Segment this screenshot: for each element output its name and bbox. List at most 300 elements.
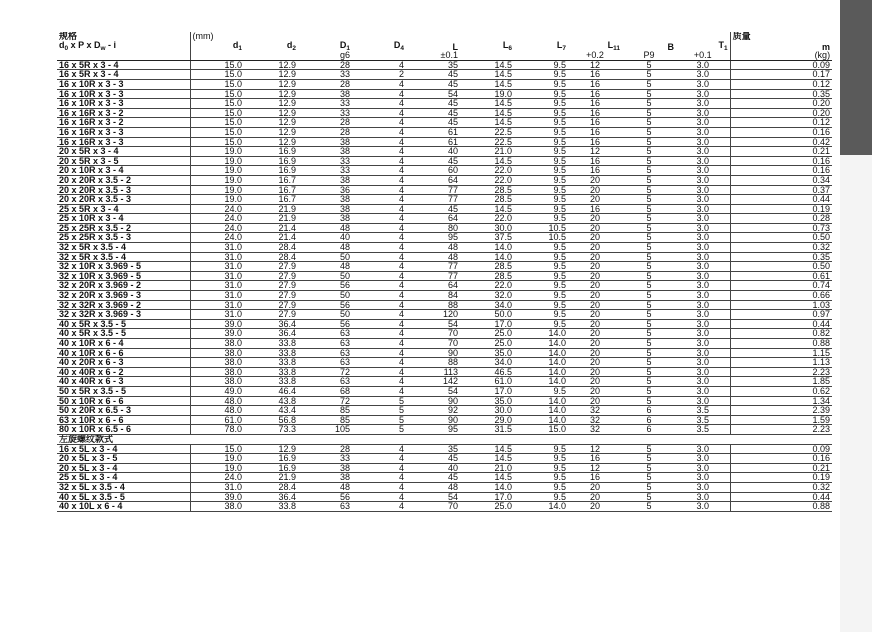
cell-value: 0.16: [730, 166, 832, 176]
cell-value: 14.5: [460, 473, 514, 483]
cell-value: 5: [622, 358, 676, 368]
row-spec: 50 x 20R x 6.5 - 3: [57, 406, 190, 416]
cell-value: 36.4: [244, 319, 298, 329]
cell-value: 90: [406, 396, 460, 406]
row-spec: 40 x 10L x 6 - 4: [57, 502, 190, 512]
cell-value: 4: [352, 233, 406, 243]
cell-value: 2.39: [730, 406, 832, 416]
cell-value: 31.0: [190, 300, 244, 310]
cell-value: 20: [568, 310, 622, 320]
cell-value: 64: [406, 281, 460, 291]
cell-value: 20: [568, 271, 622, 281]
cell-value: 19.0: [190, 147, 244, 157]
cell-value: 70: [406, 329, 460, 339]
cell-value: 38.0: [190, 502, 244, 512]
cell-value: 5: [622, 262, 676, 272]
cell-value: 50: [298, 252, 352, 262]
cell-value: 45: [406, 156, 460, 166]
cell-value: 38.0: [190, 358, 244, 368]
cell-value: 3.0: [676, 377, 730, 387]
cell-value: 4: [352, 204, 406, 214]
cell-value: 0.19: [730, 473, 832, 483]
cell-value: 37.5: [460, 233, 514, 243]
cell-value: 48: [298, 223, 352, 233]
row-spec: 80 x 10R x 6.5 - 6: [57, 425, 190, 435]
cell-value: 33.8: [244, 339, 298, 349]
row-spec: 32 x 20R x 3.969 - 3: [57, 291, 190, 301]
cell-value: 16: [568, 108, 622, 118]
cell-value: 14.5: [460, 70, 514, 80]
cell-value: 27.9: [244, 262, 298, 272]
cell-value: 45: [406, 99, 460, 109]
row-spec: 20 x 20R x 3.5 - 2: [57, 175, 190, 185]
cell-value: 0.35: [730, 252, 832, 262]
col-unit-4: [352, 51, 406, 60]
cell-value: 77: [406, 262, 460, 272]
table-row: [57, 310, 832, 320]
cell-value: 28: [298, 79, 352, 89]
cell-value: 27.9: [244, 300, 298, 310]
cell-value: 0.73: [730, 223, 832, 233]
row-spec: 16 x 5R x 3 - 4: [57, 60, 190, 70]
cell-value: 3.0: [676, 166, 730, 176]
cell-value: 21.0: [460, 463, 514, 473]
cell-value: 15.0: [190, 444, 244, 454]
cell-value: 16.9: [244, 454, 298, 464]
cell-value: 4: [352, 156, 406, 166]
cell-value: 31.0: [190, 243, 244, 253]
cell-value: 0.21: [730, 147, 832, 157]
header-row-symbols: [57, 41, 832, 52]
table-row: [57, 243, 832, 253]
cell-value: 5: [622, 89, 676, 99]
cell-value: 38.0: [190, 377, 244, 387]
cell-value: 0.35: [730, 89, 832, 99]
cell-value: 20: [568, 482, 622, 492]
cell-value: 20: [568, 377, 622, 387]
cell-value: 5: [622, 147, 676, 157]
cell-value: 5: [622, 127, 676, 137]
cell-value: 3.0: [676, 310, 730, 320]
cell-value: 5: [622, 166, 676, 176]
cell-value: 14.0: [514, 377, 568, 387]
cell-value: 5: [622, 386, 676, 396]
cell-value: 24.0: [190, 473, 244, 483]
cell-value: 1.85: [730, 377, 832, 387]
cell-value: 54: [406, 319, 460, 329]
cell-value: 46.5: [460, 367, 514, 377]
cell-value: 54: [406, 386, 460, 396]
cell-value: 61: [406, 127, 460, 137]
cell-value: 0.34: [730, 175, 832, 185]
cell-value: 3.0: [676, 214, 730, 224]
cell-value: 12: [568, 463, 622, 473]
cell-value: 45: [406, 473, 460, 483]
cell-value: 27.9: [244, 281, 298, 291]
cell-value: 14.5: [460, 444, 514, 454]
row-spec: 32 x 10R x 3.969 - 5: [57, 262, 190, 272]
table-row: [57, 281, 832, 291]
cell-value: 5: [352, 415, 406, 425]
cell-value: 38: [298, 204, 352, 214]
cell-value: 95: [406, 425, 460, 435]
table-row: [57, 492, 832, 502]
cell-value: 12.9: [244, 108, 298, 118]
cell-value: 3.0: [676, 473, 730, 483]
cell-value: 63: [298, 348, 352, 358]
col-symbol-0: $d_0$ x P x $D_w$ - i: [59, 40, 117, 52]
cell-value: 3.0: [676, 89, 730, 99]
cell-value: 12.9: [244, 118, 298, 128]
cell-value: 0.16: [730, 127, 832, 137]
cell-value: 4: [352, 147, 406, 157]
cell-value: 5: [622, 291, 676, 301]
cell-value: 70: [406, 339, 460, 349]
table-row: [57, 463, 832, 473]
cell-value: 0.37: [730, 185, 832, 195]
row-spec: 16 x 5R x 3 - 4: [57, 70, 190, 80]
cell-value: 0.97: [730, 310, 832, 320]
cell-value: 14.0: [514, 348, 568, 358]
cell-value: 5: [352, 396, 406, 406]
cell-value: 28.5: [460, 195, 514, 205]
cell-value: 5: [622, 108, 676, 118]
table-row: [57, 118, 832, 128]
cell-value: 3.0: [676, 195, 730, 205]
cell-value: 16: [568, 99, 622, 109]
cell-value: 3.0: [676, 185, 730, 195]
cell-value: 16.9: [244, 156, 298, 166]
cell-value: 9.5: [514, 214, 568, 224]
table-row: [57, 108, 832, 118]
cell-value: 0.21: [730, 463, 832, 473]
cell-value: 31.0: [190, 281, 244, 291]
cell-value: 31.0: [190, 482, 244, 492]
cell-value: 6: [622, 406, 676, 416]
cell-value: 4: [352, 329, 406, 339]
cell-value: 3.0: [676, 482, 730, 492]
cell-value: 5: [622, 310, 676, 320]
cell-value: 38: [298, 147, 352, 157]
scrollbar-thumb[interactable]: [840, 0, 872, 155]
cell-value: 12: [568, 444, 622, 454]
table-row: [57, 358, 832, 368]
cell-value: 3.0: [676, 444, 730, 454]
cell-value: 14.0: [514, 396, 568, 406]
cell-value: 4: [352, 348, 406, 358]
unit-mm: (mm): [190, 32, 730, 41]
cell-value: 29.0: [460, 415, 514, 425]
cell-value: 3.0: [676, 271, 730, 281]
row-spec: 32 x 32R x 3.969 - 3: [57, 310, 190, 320]
cell-value: 0.88: [730, 502, 832, 512]
cell-value: 5: [622, 223, 676, 233]
cell-value: 5: [622, 473, 676, 483]
cell-value: 45: [406, 70, 460, 80]
cell-value: 73.3: [244, 425, 298, 435]
cell-value: 9.5: [514, 492, 568, 502]
cell-value: 16: [568, 70, 622, 80]
table-row: [57, 127, 832, 137]
cell-value: 2.23: [730, 425, 832, 435]
cell-value: 12.9: [244, 444, 298, 454]
cell-value: 16.7: [244, 185, 298, 195]
cell-value: 31.0: [190, 271, 244, 281]
cell-value: 4: [352, 195, 406, 205]
table-row: [57, 425, 832, 435]
cell-value: 6: [622, 415, 676, 425]
cell-value: 14.5: [460, 204, 514, 214]
cell-value: 33.8: [244, 367, 298, 377]
cell-value: 3.0: [676, 175, 730, 185]
cell-value: 16: [568, 118, 622, 128]
cell-value: 38: [298, 175, 352, 185]
cell-value: 31.0: [190, 291, 244, 301]
table-row: [57, 339, 832, 349]
cell-value: 20: [568, 262, 622, 272]
cell-value: 20: [568, 300, 622, 310]
cell-value: 3.5: [676, 415, 730, 425]
cell-value: 48: [406, 252, 460, 262]
table-row: [57, 406, 832, 416]
cell-value: 4: [352, 185, 406, 195]
cell-value: 14.5: [460, 60, 514, 70]
cell-value: 3.0: [676, 281, 730, 291]
cell-value: 34.0: [460, 358, 514, 368]
table-row: [57, 291, 832, 301]
cell-value: 48: [298, 262, 352, 272]
col-symbol-8: $L_{11}$: [607, 40, 620, 52]
row-spec: 32 x 10R x 3.969 - 5: [57, 271, 190, 281]
cell-value: 14.0: [514, 415, 568, 425]
cell-value: 5: [622, 252, 676, 262]
cell-value: 3.0: [676, 233, 730, 243]
cell-value: 113: [406, 367, 460, 377]
cell-value: 38: [298, 463, 352, 473]
cell-value: 3.0: [676, 223, 730, 233]
cell-value: 20: [568, 214, 622, 224]
cell-value: 4: [352, 118, 406, 128]
row-spec: 40 x 40R x 6 - 3: [57, 377, 190, 387]
cell-value: 14.5: [460, 99, 514, 109]
cell-value: 0.66: [730, 291, 832, 301]
cell-value: 19.0: [190, 454, 244, 464]
cell-value: 20: [568, 348, 622, 358]
cell-value: 4: [352, 367, 406, 377]
cell-value: 20: [568, 243, 622, 253]
col-unit-7: [514, 51, 568, 60]
cell-value: 9.5: [514, 463, 568, 473]
cell-value: 21.9: [244, 204, 298, 214]
cell-value: 3.0: [676, 502, 730, 512]
cell-value: 12.9: [244, 70, 298, 80]
cell-value: 25.0: [460, 339, 514, 349]
cell-value: 56: [298, 492, 352, 502]
cell-value: 0.44: [730, 195, 832, 205]
cell-value: 5: [622, 329, 676, 339]
cell-value: 20: [568, 396, 622, 406]
cell-value: 28.4: [244, 252, 298, 262]
cell-value: 30.0: [460, 406, 514, 416]
cell-value: 33.8: [244, 348, 298, 358]
cell-value: 38: [298, 473, 352, 483]
cell-value: 16: [568, 137, 622, 147]
cell-value: 14.0: [514, 358, 568, 368]
col-symbol-10: $T_1$: [718, 40, 728, 52]
cell-value: 45: [406, 108, 460, 118]
cell-value: 3.5: [676, 425, 730, 435]
cell-value: 3.0: [676, 79, 730, 89]
cell-value: 17.0: [460, 492, 514, 502]
cell-value: 4: [352, 454, 406, 464]
cell-value: 5: [622, 79, 676, 89]
cell-value: 90: [406, 415, 460, 425]
cell-value: 9.5: [514, 156, 568, 166]
cell-value: 20: [568, 329, 622, 339]
cell-value: 17.0: [460, 319, 514, 329]
cell-value: 3.0: [676, 118, 730, 128]
cell-value: 28: [298, 127, 352, 137]
cell-value: 6: [622, 425, 676, 435]
cell-value: 16: [568, 166, 622, 176]
cell-value: 0.20: [730, 108, 832, 118]
cell-value: 77: [406, 271, 460, 281]
cell-value: 32: [568, 415, 622, 425]
row-spec: 40 x 40R x 6 - 2: [57, 367, 190, 377]
cell-value: 12.9: [244, 79, 298, 89]
cell-value: 35: [406, 60, 460, 70]
cell-value: 4: [352, 473, 406, 483]
cell-value: 30.0: [460, 223, 514, 233]
cell-value: 3.0: [676, 329, 730, 339]
cell-value: 68: [298, 386, 352, 396]
col-unit-3: g6: [298, 51, 352, 60]
cell-value: 39.0: [190, 492, 244, 502]
cell-value: 16: [568, 473, 622, 483]
row-spec: 16 x 10R x 3 - 3: [57, 99, 190, 109]
cell-value: 64: [406, 175, 460, 185]
cell-value: 15.0: [190, 127, 244, 137]
cell-value: 4: [352, 300, 406, 310]
cell-value: 38.0: [190, 367, 244, 377]
cell-value: 85: [298, 415, 352, 425]
table-row: [57, 89, 832, 99]
cell-value: 15.0: [190, 79, 244, 89]
cell-value: 20: [568, 175, 622, 185]
cell-value: 0.88: [730, 339, 832, 349]
cell-value: 3.0: [676, 348, 730, 358]
col-symbol-6: $L_6$: [502, 40, 512, 52]
cell-value: 5: [622, 233, 676, 243]
cell-value: 61.0: [190, 415, 244, 425]
cell-value: 19.0: [190, 175, 244, 185]
cell-value: 0.20: [730, 99, 832, 109]
cell-value: 63: [298, 358, 352, 368]
cell-value: 4: [352, 463, 406, 473]
cell-value: 4: [352, 137, 406, 147]
cell-value: 9.5: [514, 262, 568, 272]
cell-value: 16.7: [244, 195, 298, 205]
cell-value: 46.4: [244, 386, 298, 396]
cell-value: 27.9: [244, 310, 298, 320]
cell-value: 28.4: [244, 482, 298, 492]
row-spec: 16 x 16R x 3 - 2: [57, 108, 190, 118]
cell-value: 32.0: [460, 291, 514, 301]
cell-value: 70: [406, 502, 460, 512]
table-row: [57, 156, 832, 166]
cell-value: 16.9: [244, 463, 298, 473]
cell-value: 9.5: [514, 454, 568, 464]
row-spec: 25 x 5R x 3 - 4: [57, 204, 190, 214]
col-symbol-2: $d_2$: [286, 40, 296, 52]
cell-value: 15.0: [190, 89, 244, 99]
cell-value: 22.5: [460, 127, 514, 137]
cell-value: 25.0: [460, 502, 514, 512]
cell-value: 5: [622, 502, 676, 512]
cell-value: 9.5: [514, 89, 568, 99]
cell-value: 28: [298, 60, 352, 70]
cell-value: 24.0: [190, 223, 244, 233]
cell-value: 15.0: [190, 99, 244, 109]
table-row: [57, 175, 832, 185]
cell-value: 20: [568, 195, 622, 205]
cell-value: 9.5: [514, 175, 568, 185]
cell-value: 45: [406, 79, 460, 89]
cell-value: 1.34: [730, 396, 832, 406]
cell-value: 3.0: [676, 291, 730, 301]
cell-value: 4: [352, 377, 406, 387]
cell-value: 12.9: [244, 99, 298, 109]
cell-value: 0.09: [730, 60, 832, 70]
cell-value: 14.0: [460, 243, 514, 253]
row-spec: 32 x 5R x 3.5 - 4: [57, 243, 190, 253]
row-spec: 40 x 5R x 3.5 - 5: [57, 329, 190, 339]
spec-title: 规格: [59, 32, 78, 41]
table-row: [57, 147, 832, 157]
cell-value: 16: [568, 204, 622, 214]
cell-value: 5: [622, 281, 676, 291]
cell-value: 33.8: [244, 502, 298, 512]
cell-value: 12: [568, 147, 622, 157]
cell-value: 16: [568, 156, 622, 166]
cell-value: 36.4: [244, 492, 298, 502]
cell-value: 54: [406, 492, 460, 502]
cell-value: 4: [352, 243, 406, 253]
cell-value: 4: [352, 252, 406, 262]
cell-value: 21.4: [244, 233, 298, 243]
cell-value: 0.62: [730, 386, 832, 396]
cell-value: 5: [352, 425, 406, 435]
scrollbar-track[interactable]: [840, 155, 872, 632]
table-row: [57, 252, 832, 262]
cell-value: 28: [298, 444, 352, 454]
cell-value: 1.15: [730, 348, 832, 358]
cell-value: 120: [406, 310, 460, 320]
cell-value: 9.5: [514, 473, 568, 483]
cell-value: 56: [298, 281, 352, 291]
cell-value: 19.0: [190, 463, 244, 473]
cell-value: 40: [406, 463, 460, 473]
cell-value: 9.5: [514, 281, 568, 291]
cell-value: 5: [622, 454, 676, 464]
cell-value: 16: [568, 79, 622, 89]
cell-value: 19.0: [190, 185, 244, 195]
cell-value: 45: [406, 118, 460, 128]
specification-table: [57, 32, 832, 512]
cell-value: 5: [622, 156, 676, 166]
cell-value: 3.0: [676, 204, 730, 214]
cell-value: 22.0: [460, 175, 514, 185]
